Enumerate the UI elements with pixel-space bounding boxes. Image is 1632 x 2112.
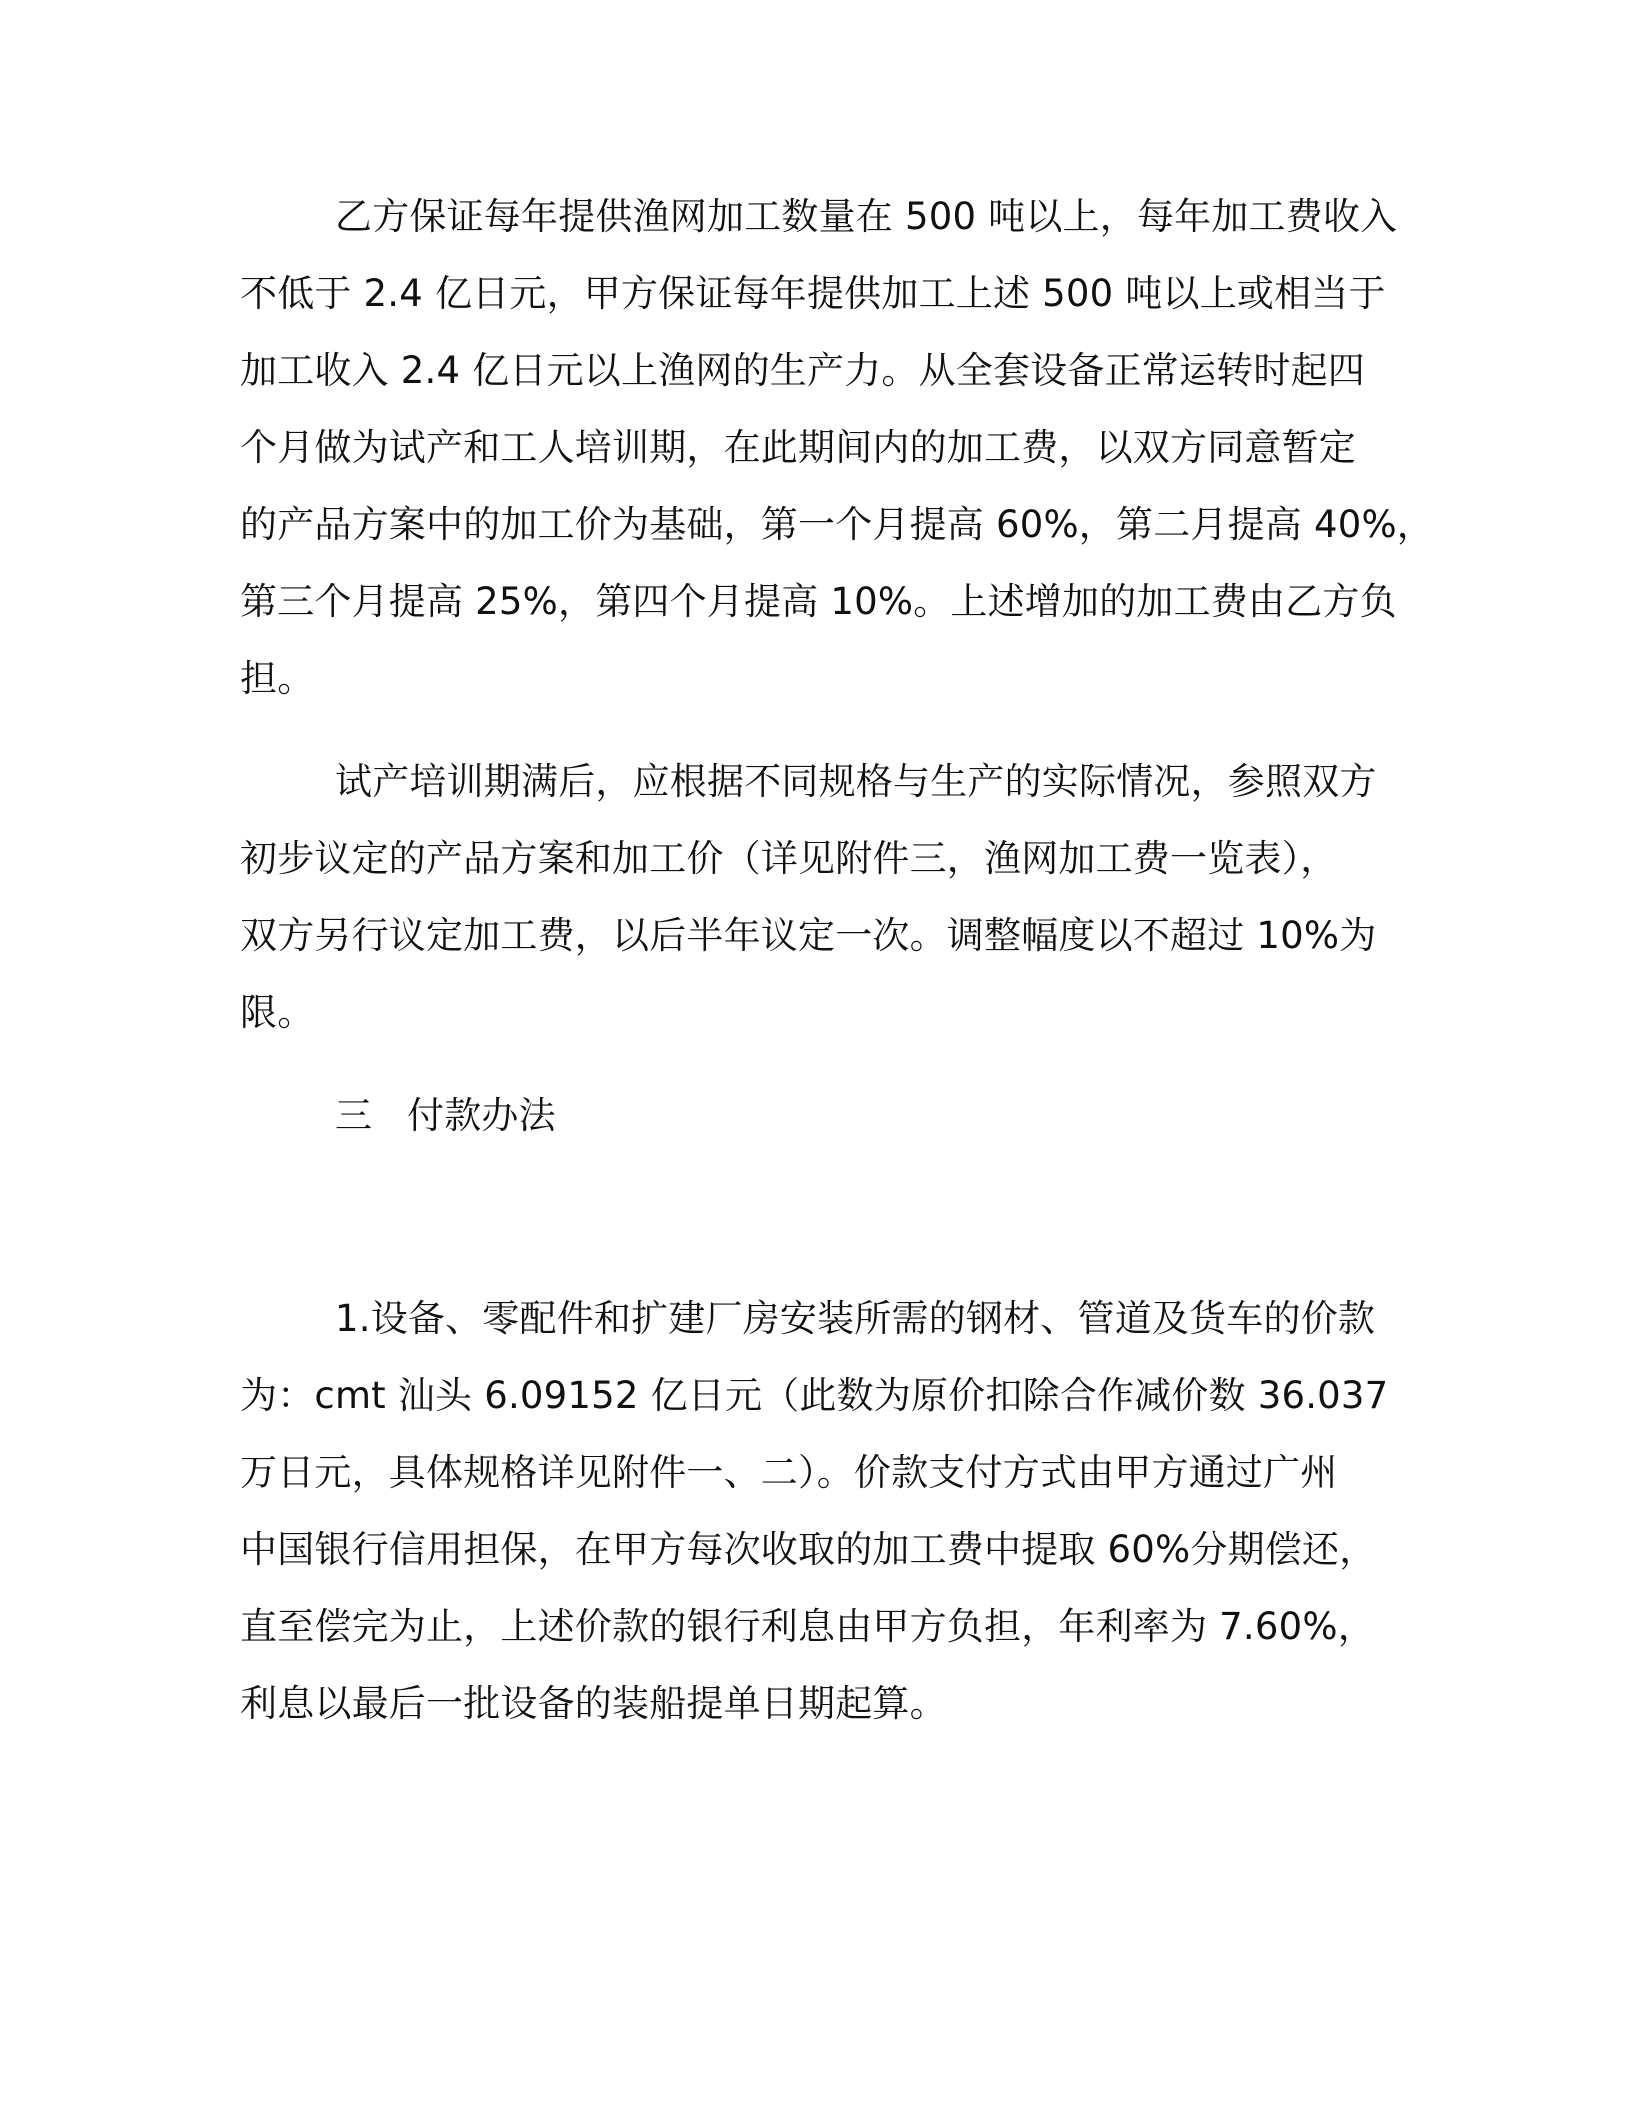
paragraph-3-line-2: 为：cmt 汕头 6.09152 亿日元（此数为原价扣除合作减价数 36.037: [240, 1374, 1389, 1417]
section-heading: [335, 1092, 556, 1140]
paragraph-1-line-7: 担。: [240, 657, 315, 700]
paragraph-2-line-3: 双方另行议定加工费，以后半年议定一次。调整幅度以不超过 10%为: [240, 914, 1377, 957]
paragraph-1-line-5: 的产品方案中的加工价为基础，第一个月提高 60%，第二月提高 40%，: [240, 503, 1434, 546]
paragraph-3-line-6: 利息以最后一批设备的装船提单日期起算。: [240, 1682, 947, 1725]
paragraph-3-line-3: 万日元，具体规格详见附件一、二）。价款支付方式由甲方通过广州: [240, 1451, 1338, 1494]
paragraph-1-line-2: 不低于 2.4 亿日元，甲方保证每年提供加工上述 500 吨以上或相当于: [240, 272, 1386, 315]
paragraph-2-line-2: 初步议定的产品方案和加工价（详见附件三，渔网加工费一览表），: [240, 837, 1338, 880]
paragraph-3-line-5: 直至偿完为止，上述价款的银行利息由甲方负担，年利率为 7.60%，: [240, 1605, 1375, 1648]
paragraph-1-line-4: 个月做为试产和工人培训期，在此期间内的加工费，以双方同意暂定: [240, 426, 1356, 469]
section-title: 付款办法: [407, 1094, 556, 1137]
paragraph-3-line-1: 1.设备、零配件和扩建厂房安装所需的钢材、管道及货车的价款: [335, 1297, 1376, 1340]
paragraph-1-line-1: 乙方保证每年提供渔网加工数量在 500 吨以上，每年加工费收入: [335, 195, 1398, 238]
section-number: 三: [335, 1094, 373, 1137]
paragraph-2-line-1: 试产培训期满后，应根据不同规格与生产的实际情况，参照双方: [335, 760, 1377, 803]
paragraph-1-line-6: 第三个月提高 25%，第四个月提高 10%。上述增加的加工费由乙方负: [240, 580, 1397, 623]
paragraph-3-line-4: 中国银行信用担保，在甲方每次收取的加工费中提取 60%分期偿还，: [240, 1528, 1377, 1571]
paragraph-2-line-4: 限。: [240, 991, 315, 1034]
paragraph-1-line-3: 加工收入 2.4 亿日元以上渔网的生产力。从全套设备正常运转时起四: [240, 349, 1365, 392]
